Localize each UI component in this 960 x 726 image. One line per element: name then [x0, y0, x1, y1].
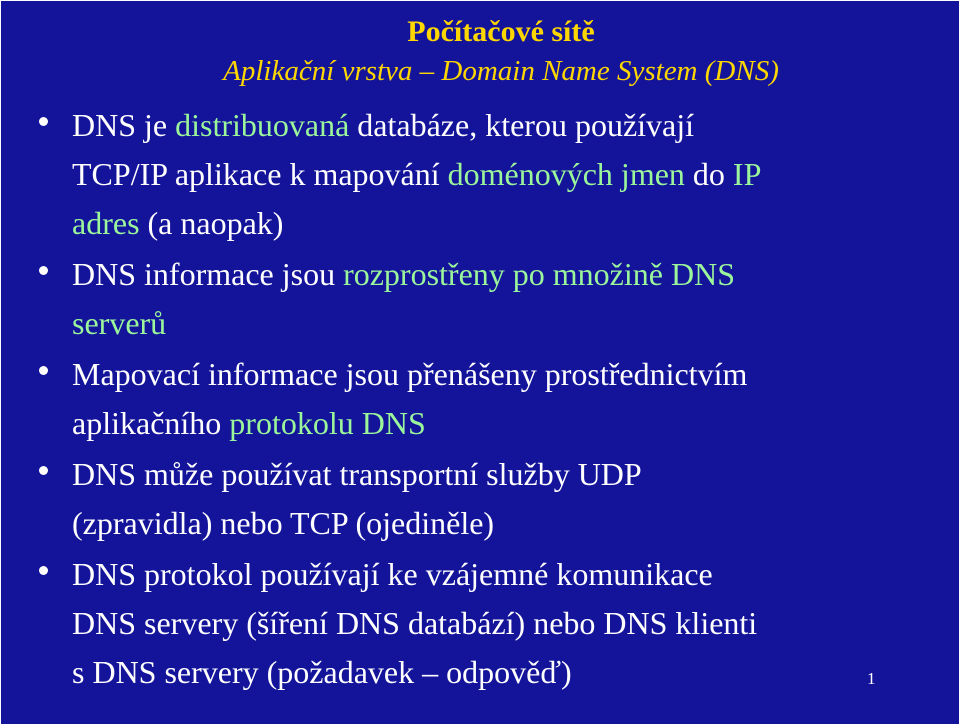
bullet-line: [72, 450, 939, 499]
bullet-text: do: [684, 156, 733, 192]
bullet-text: Mapovací informace jsou přenášeny prostřednictvím: [72, 356, 748, 392]
bullet-text: (zpravidla) nebo TCP (ojediněle): [72, 505, 495, 541]
bullet-line: [72, 299, 939, 348]
bullet-line: [72, 150, 939, 199]
highlighted-text: IP: [732, 156, 762, 192]
bullet-line: [72, 399, 939, 448]
highlighted-text: serverů: [72, 305, 167, 341]
highlighted-text: doménových jmen: [447, 156, 685, 192]
page-number: 1: [867, 669, 876, 688]
bullet-item: [39, 550, 939, 697]
bullet-text: (a naopak): [139, 205, 284, 241]
bullet-text: DNS protokol používají ke vzájemné komunikace: [72, 556, 713, 592]
bullet-text: DNS je: [72, 107, 176, 143]
bullet-line: [72, 550, 939, 599]
highlighted-text: adres: [72, 205, 140, 241]
slide: [1, 1, 959, 724]
bullet-text: DNS servery (šíření DNS databází) nebo DNS klienti: [72, 605, 758, 641]
bullet-dot-icon: [39, 366, 48, 375]
highlighted-text: protokolu DNS: [229, 405, 426, 441]
bullet-line: [72, 250, 939, 299]
bullet-dot-icon: [39, 466, 48, 475]
bullet-line: [72, 599, 939, 648]
bullet-dot-icon: [39, 566, 48, 575]
bullet-line: [72, 648, 939, 697]
bullet-text: DNS může používat transportní služby UDP: [72, 456, 642, 492]
bullet-item: [39, 101, 939, 248]
bullet-line: [72, 499, 939, 548]
slide-title: Počítačové sítě: [407, 15, 595, 48]
bullet-text: TCP/IP aplikace k mapování: [72, 156, 448, 192]
bullet-list: [39, 101, 939, 699]
bullet-item: [39, 250, 939, 348]
bullet-item: [39, 350, 939, 448]
highlighted-text: rozprostřeny po množině DNS: [343, 256, 735, 292]
bullet-text: s DNS servery (požadavek – odpověď): [72, 654, 572, 690]
highlighted-text: distribuovaná: [175, 107, 350, 143]
bullet-item: [39, 450, 939, 548]
bullet-dot-icon: [39, 117, 48, 126]
bullet-dot-icon: [39, 266, 48, 275]
bullet-text: DNS informace jsou: [72, 256, 344, 292]
bullet-text: aplikačního: [72, 405, 230, 441]
bullet-text: databáze, kterou používají: [349, 107, 695, 143]
bullet-line: [72, 101, 939, 150]
bullet-line: [72, 350, 939, 399]
slide-subtitle: Aplikační vrstva – Domain Name System (DNS): [223, 55, 779, 87]
bullet-line: [72, 199, 939, 248]
